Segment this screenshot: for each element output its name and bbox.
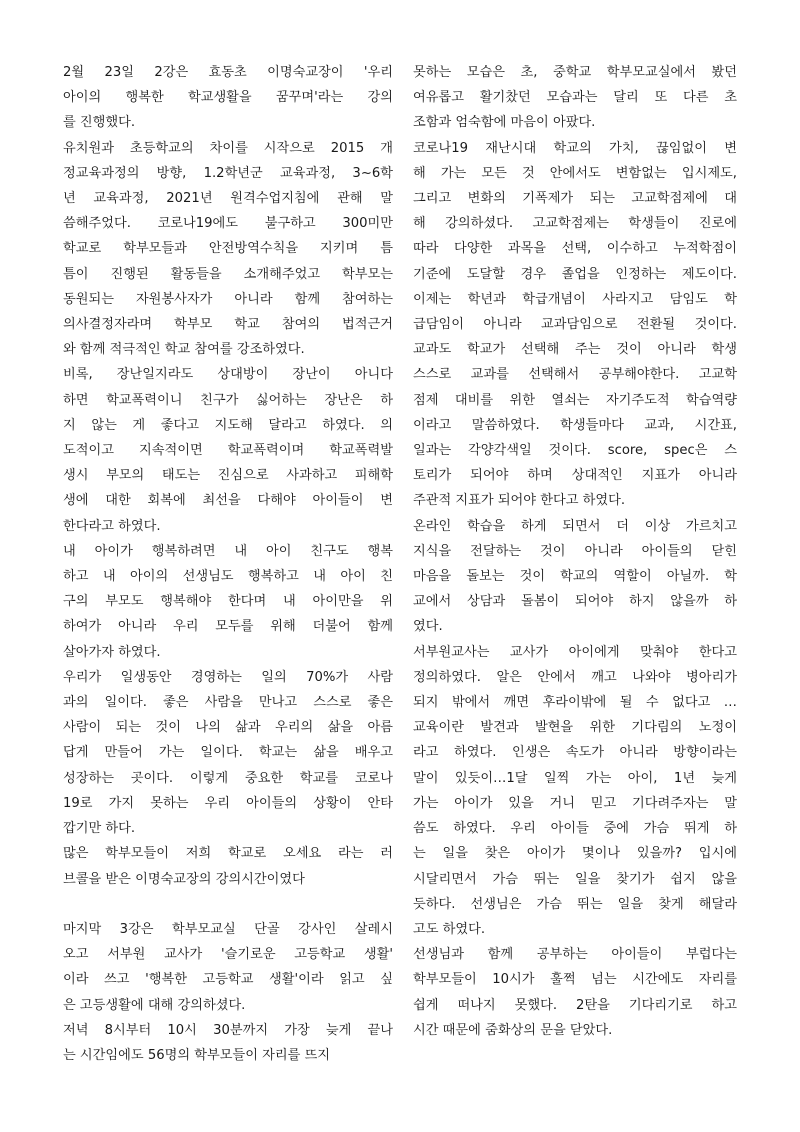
text-line: 와 함께 적극적인 학교 참여를 강조하였다. (63, 342, 305, 358)
text-line: 이라고 말씀하였다. 학생들마다 교과, 시간표, (413, 417, 737, 433)
text-line: 한다라고 하였다. (63, 518, 161, 534)
text-line: 라고 하였다. 인생은 속도가 아니라 방향이라는 (413, 745, 737, 761)
text-line: 시달리면서 가슴 뛰는 일을 찾기가 쉽지 않을 (413, 871, 737, 887)
right-column (413, 60, 737, 1043)
text-line: 조함과 엄숙함에 마음이 아팠다. (413, 115, 596, 131)
text-line: 교육이란 발견과 발현을 위한 기다림의 노정이 (413, 720, 737, 736)
paragraph (413, 60, 737, 136)
text-line: 는 일을 찾은 아이가 몇이나 있을까? 입시에 (413, 846, 737, 862)
text-line: 급담임이 아니라 교과담임으로 전환될 것이다. (413, 317, 737, 333)
text-line: 과의 일이다. 좋은 사람을 만나고 스스로 좋은 (63, 695, 393, 711)
text-line: 2월 23일 2강은 효동초 이명숙교장이 '우리 (63, 65, 393, 80)
text-line: 생에 대한 회복에 최선을 다해야 아이들이 변 (63, 493, 393, 509)
paragraph (413, 514, 737, 640)
paragraph (63, 917, 393, 1018)
text-line: 되지 밖에서 깨면 후라이밖에 될 수 없다고 … (413, 695, 737, 711)
text-line: 이제는 학년과 학급개념이 사라지고 담임도 학 (413, 291, 737, 307)
text-line: 우리가 일생동안 경영하는 일의 70%가 사람 (63, 669, 393, 685)
text-line: 저녁 8시부터 10시 30분까지 가장 늦게 끝나 (63, 1022, 393, 1038)
text-line: 년 교육과정, 2021년 원격수업지침에 관해 말 (63, 191, 393, 207)
text-line: 비록, 장난일지라도 상대방이 장난이 아니다 (63, 367, 393, 383)
text-line: 를 진행했다. (63, 115, 136, 131)
text-line: 점제 대비를 위한 열쇠는 자기주도적 학습역량 (413, 392, 737, 408)
text-line: 유치원과 초등학교의 차이를 시작으로 2015 개 (63, 140, 393, 156)
text-line: 스스로 교과를 선택해서 공부해야한다. 고교학 (413, 367, 737, 383)
text-line: 쉽게 떠나지 못했다. 2탄을 기다리기로 하고 (413, 997, 737, 1013)
text-line: 선생님과 함께 공부하는 아이들이 부럽다는 (413, 947, 737, 963)
text-line: 씀도 하였다. 우리 아이들 중에 가슴 뛰게 하 (413, 821, 737, 837)
text-line: 해 가는 모든 것 안에서도 변함없는 입시제도, (413, 165, 737, 181)
text-line: 깝기만 하다. (63, 821, 136, 837)
text-line: 동원되는 자원봉사자가 아니라 함께 참여하는 (63, 291, 393, 307)
text-line: 답게 만들어 가는 일이다. 학교는 삶을 배우고 (63, 745, 393, 761)
paragraph (63, 136, 393, 363)
text-line: 사람이 되는 것이 나의 삶과 우리의 삶을 아름 (63, 720, 393, 736)
text-line: 정의하였다. 알은 안에서 깨고 나와야 병아리가 (413, 669, 737, 685)
text-line: 19로 가지 못하는 우리 아이들의 상황이 안타 (63, 795, 393, 811)
text-line: 지식을 전달하는 것이 아니라 아이들의 닫힌 (413, 543, 737, 559)
paragraph-gap (63, 892, 393, 917)
text-line: 학부모들이 10시가 훌쩍 넘는 시간에도 자리를 (413, 972, 737, 988)
text-line: 씀해주었다. 코로나19에도 불구하고 300미만 (63, 216, 393, 232)
text-line: 주관적 지표가 되어야 한다고 하였다. (413, 493, 626, 509)
text-line: 였다. (413, 619, 443, 635)
text-line: 말이 있듯이…1달 일찍 가는 아이, 1년 늦게 (413, 770, 737, 786)
text-line: 토리가 되어야 하며 상대적인 지표가 아니라 (413, 468, 737, 484)
text-line: 해 강의하셨다. 고교학점제는 학생들이 진로에 (413, 216, 737, 232)
text-line: 일과는 각양각색일 것이다. score, spec은 스 (413, 443, 737, 459)
text-line: 따라 다양한 과목을 선택, 이수하고 누적학점이 (413, 241, 737, 257)
text-line: 의사결정자라며 학부모 학교 참여의 법적근거 (63, 317, 393, 333)
paragraph (63, 60, 393, 136)
text-line: 하여가 아니라 우리 모두를 위해 더불어 함께 (63, 619, 393, 635)
text-line: 이라 쓰고 '행복한 고등학교 생활'이라 읽고 싶 (63, 972, 393, 988)
text-line: 아이의 행복한 학교생활을 꿈꾸며'라는 강의 (63, 90, 393, 106)
paragraph (413, 640, 737, 942)
left-column (63, 60, 393, 1068)
text-line: 교에서 상담과 돌봄이 되어야 하지 않을까 하 (413, 594, 737, 610)
text-line: 온라인 학습을 하게 되면서 더 이상 가르치고 (413, 518, 737, 534)
text-line: 하고 내 아이의 선생님도 행복하고 내 아이 친 (63, 569, 393, 585)
text-line: 는 시간임에도 56명의 학부모들이 자리를 뜨지 (63, 1047, 331, 1063)
text-line: 시간 때문에 줌화상의 문을 닫았다. (413, 1022, 613, 1038)
text-line: 정교육과정의 방향, 1.2학년군 교육과정, 3~6학 (63, 165, 393, 181)
text-line: 은 고등생활에 대해 강의하셨다. (63, 997, 246, 1013)
text-line: 코로나19 재난시대 학교의 가치, 끊임없이 변 (413, 140, 737, 156)
text-line: 하면 학교폭력이니 친구가 싫어하는 장난은 하 (63, 392, 393, 408)
paragraph (63, 362, 393, 538)
text-line: 구의 부모도 행복해야 한다며 내 아이만을 위 (63, 594, 393, 610)
paragraph (63, 665, 393, 841)
paragraph (63, 539, 393, 665)
text-line: 그리고 변화의 기폭제가 되는 고교학점제에 대 (413, 191, 737, 207)
text-line: 생시 부모의 태도는 진심으로 사과하고 피해학 (63, 468, 393, 484)
paragraph (63, 1018, 393, 1068)
text-line: 학교로 학부모들과 안전방역수칙을 지키며 틈 (63, 241, 393, 257)
text-line: 고도 하였다. (413, 921, 486, 937)
text-line: 오고 서부원 교사가 '슬기로운 고등학교 생활' (63, 947, 393, 963)
paragraph (63, 841, 393, 891)
text-line: 여유롭고 활기찼던 모습과는 달리 또 다른 초 (413, 90, 737, 106)
text-line: 많은 학부모들이 저희 학교로 오세요 라는 러 (63, 846, 393, 862)
text-line: 도적이고 지속적이면 학교폭력이며 학교폭력발 (63, 443, 393, 459)
text-line: 서부원교사는 교사가 아이에게 맞춰야 한다고 (413, 644, 737, 660)
text-line: 못하는 모습은 초, 중학교 학부모교실에서 봤던 (413, 65, 737, 80)
text-line: 마지막 3강은 학부모교실 단골 강사인 살레시 (63, 921, 393, 937)
paragraph (413, 136, 737, 514)
text-line: 내 아이가 행복하려면 내 아이 친구도 행복 (63, 543, 393, 559)
text-line: 틈이 진행된 활동들을 소개해주었고 학부모는 (63, 266, 393, 282)
text-line: 듯하다. 선생님은 가슴 뛰는 일을 찾게 해달라 (413, 896, 737, 912)
text-line: 기준에 도달할 경우 졸업을 인정하는 제도이다. (413, 266, 737, 282)
text-line: 성장하는 곳이다. 이렇게 중요한 학교를 코로나 (63, 770, 393, 786)
text-line: 브콜을 받은 이명숙교장의 강의시간이였다 (63, 871, 305, 887)
paragraph (413, 942, 737, 1043)
text-line: 교과도 학교가 선택해 주는 것이 아니라 학생 (413, 342, 737, 358)
text-line: 마음을 돌보는 것이 학교의 역할이 아닐까. 학 (413, 569, 737, 585)
text-line: 가는 아이가 있을 거니 믿고 기다려주자는 말 (413, 795, 737, 811)
text-line: 살아가자 하였다. (63, 644, 161, 660)
text-line: 지 않는 게 좋다고 지도해 달라고 하였다. 의 (63, 417, 393, 433)
